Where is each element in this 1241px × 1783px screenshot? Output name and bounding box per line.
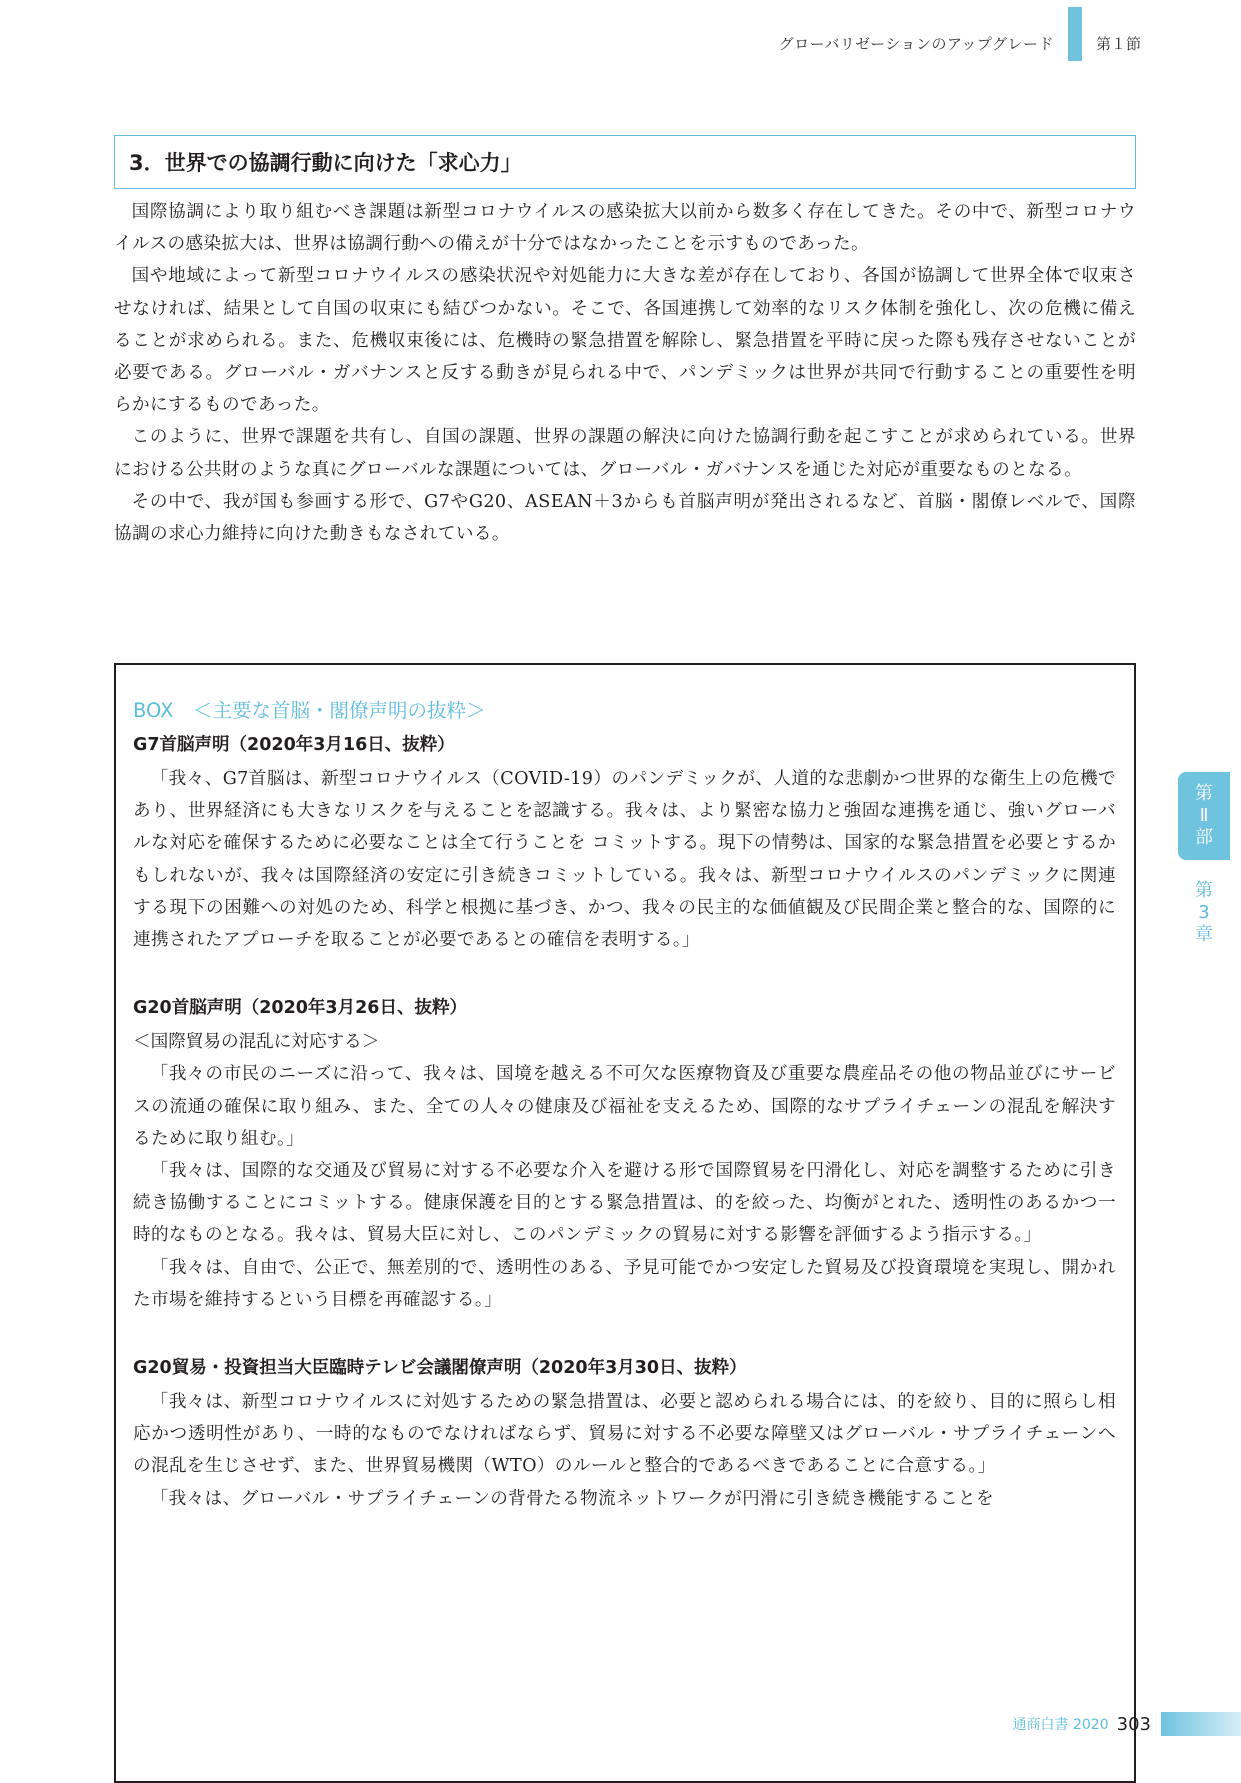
g20-heading: G20首脳声明（2020年3月26日、抜粋） <box>133 998 467 1019</box>
side-chapter-char: 章 <box>1195 924 1213 945</box>
spacer <box>133 1316 1116 1350</box>
side-tab-chapter <box>1178 874 1230 952</box>
box-title: BOX ＜主要な首脳・閣僚声明の抜粋＞ <box>133 699 486 722</box>
side-tab-char: Ⅱ <box>1199 805 1209 826</box>
g20-subheading: ＜国際貿易の混乱に対応する＞ <box>133 1032 380 1053</box>
side-chapter-char: 第 <box>1195 880 1213 901</box>
paragraph: 国や地域によって新型コロナウイルスの感染状況や対処能力に大きな差が存在しており、各国が協調して世界全体で収束させなければ、結果として自国の収束にも結びつかない。そこで、各国連携して効率的なリスク体制を強化し、次の危機に備えることが求められる。また、危機収束後には、危機時の緊急措置を解除し、緊急措置を平時に戻った際も残存させないことが必要である。グローバル・ガバナンスと反する動きが見られる中で、パンデミックは世界が共同で行動することの重要性を明らかにするものであった。 <box>114 266 1136 416</box>
g20-trade-statement: 「我々は、グローバル・サプライチェーンの背骨たる物流ネットワークが円滑に引き続き機能することを <box>150 1488 995 1509</box>
side-tab-part <box>1178 772 1230 860</box>
g20-statement: 「我々は、国際的な交通及び貿易に対する不必要な介入を避ける形で国際貿易を円滑化し、対応を調整するために引き続き協働することにコミットする。健康保護を目的とする緊急措置は、的を絞った、均衡がとれた、透明性のあるかつ一時的なものとなる。我々は、貿易大臣に対し、このパンデミックの貿易に対する影響を評価するよう指示する。」 <box>133 1161 1116 1246</box>
g20-statement: 「我々は、自由で、公正で、無差別的で、透明性のある、予見可能でかつ安定した貿易及び投資環境を実現し、開かれた市場を維持するという目標を再確認する。」 <box>133 1257 1116 1310</box>
box-statements <box>114 663 1136 1783</box>
publication-name: 通商白書 2020 <box>1012 1717 1109 1733</box>
section-heading: 3．世界での協調行動に向けた「求心力」 <box>114 135 1136 189</box>
g7-statement: 「我々、G7首脳は、新型コロナウイルス（COVID-19）のパンデミックが、人道的な悲劇かつ世界的な衛生上の危機であり、世界経済にも大きなリスクを与えることを認識する。我々は、より緊密な協力と強固な連携を通じ、強いグローバルな対応を確保するために必要なことは全て行うことを コミットする。現下の情勢は、国家的な緊急措置を必要とするかもしれないが、我々は国際経済の安定に引き続きコミットしている。我々は、新型コロナウイルスのパンデミックに関連する現下の困難への対処のため、科学と根拠に基づき、かつ、我々の民主的な価値観及び民間企業と整合的な、国際的に連携されたアプローチを取ることが必要であるとの確信を表明する。」 <box>133 769 1116 951</box>
side-tab-char: 部 <box>1195 827 1213 848</box>
paragraph: その中で、我が国も参画する形で、G7やG20、ASEAN＋3からも首脳声明が発出されるなど、首脳・閣僚レベルで、国際協調の求心力維持に向けた動きもなされている。 <box>114 491 1136 545</box>
g7-heading: G7首脳声明（2020年3月16日、抜粋） <box>133 735 455 755</box>
page-number: 303 <box>1116 1713 1151 1735</box>
g20-trade-heading: G20貿易・投資担当大臣臨時テレビ会議閣僚声明（2020年3月30日、抜粋） <box>133 1358 747 1379</box>
side-chapter-char: 3 <box>1198 902 1210 923</box>
paragraph: このように、世界で課題を共有し、自国の課題、世界の課題の解決に向けた協調行動を起こすことが求められている。世界における公共財のような真にグローバルな課題については、グローバル・ガバナンスを通じた対応が重要なものとなる。 <box>114 427 1136 480</box>
header-accent-bar <box>1068 7 1082 61</box>
spacer <box>133 956 1116 990</box>
section-label: 第１節 <box>1095 34 1141 53</box>
g20-statement: 「我々の市民のニーズに沿って、我々は、国境を越える不可欠な医療物資及び重要な農産品その他の物品並びにサービスの流通の確保に取り組み、また、全ての人々の健康及び福祉を支えるため、国際的なサプライチェーンの混乱を解決するために取り組む。」 <box>133 1064 1116 1149</box>
footer-accent-bar <box>1161 1712 1241 1736</box>
running-title: グローバリゼーションのアップグレード <box>778 34 1054 53</box>
side-tab-char: 第 <box>1195 783 1213 804</box>
running-header <box>779 24 1141 62</box>
paragraph: 国際協調により取り組むべき課題は新型コロナウイルスの感染拡大以前から数多く存在してきた。その中で、新型コロナウイルスの感染拡大は、世界は協調行動への備えが十分ではなかったことを示すものであった。 <box>114 202 1136 255</box>
body-text <box>114 196 1136 550</box>
page-footer <box>1013 1711 1241 1737</box>
g20-trade-statement: 「我々は、新型コロナウイルスに対処するための緊急措置は、必要と認められる場合には、的を絞り、目的に照らし相応かつ透明性があり、一時的なものでなければならず、貿易に対する不必要な障壁又はグローバル・サプライチェーンへの混乱を生じさせず、また、世界貿易機関（WTO）のルールと整合的であるべきであることに合意する。」 <box>133 1392 1116 1477</box>
